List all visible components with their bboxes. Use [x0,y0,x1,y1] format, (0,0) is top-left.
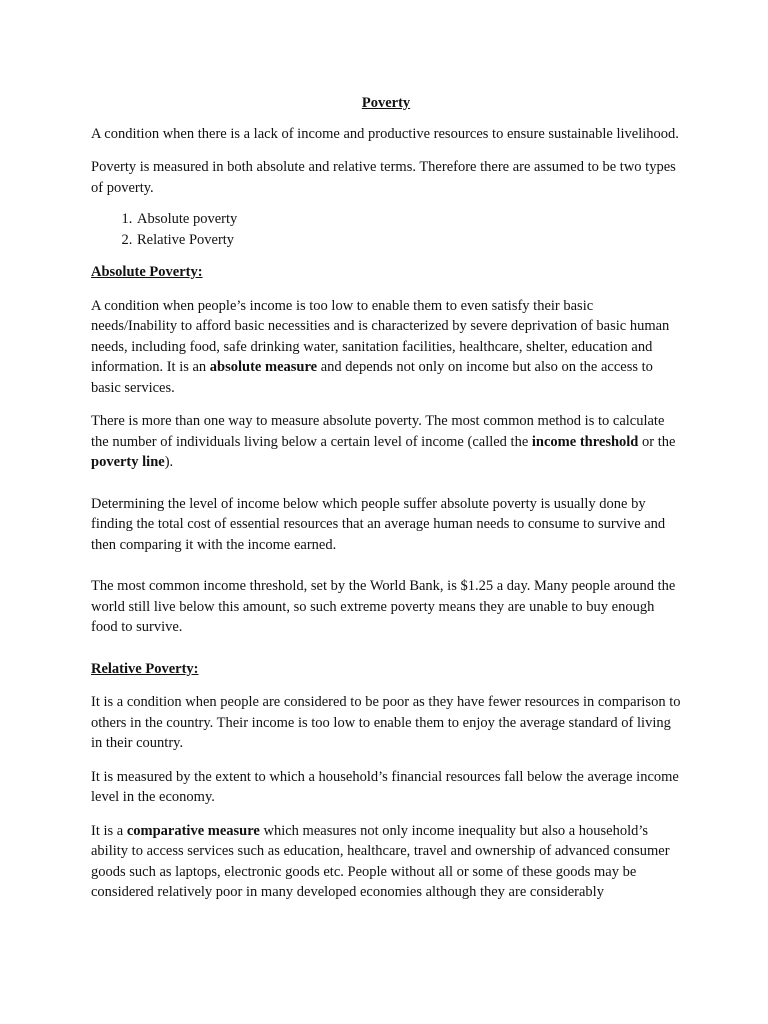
text-run: ). [164,454,174,470]
document-page [91,93,681,916]
bold-term: poverty line [91,454,165,470]
absolute-measure-paragraph [91,411,681,473]
absolute-threshold-paragraph: The most common income threshold, set by the World Bank, is $1.25 a day. Many people around the world still live below this amount, so such extreme poverty means they are unable to buy enough food to survive. [91,578,676,635]
relative-poverty-heading: Relative Poverty: [91,660,199,677]
text-run: and depends not only on income but also on the access to basic services. [91,359,653,396]
text-run: There is more than one way to measure absolute poverty. The most common method is to calculate the number of individuals living below a certain level of income (called the [91,413,665,450]
absolute-poverty-heading: Absolute Poverty: [91,264,203,280]
relative-measure-paragraph: It is measured by the extent to which a household’s financial resources fall below the average income level in the economy. [91,768,679,805]
relative-definition-paragraph: It is a condition when people are considered to be poor as they have fewer resources in comparison to others in the country. Their income is too low to enable them to enjoy the average standard of living in their country. [91,694,681,751]
absolute-determining-paragraph: Determining the level of income below which people suffer absolute poverty is usually done by finding the total cost of essential resources that an average human needs to consume to survive and then comparing it with the income earned. [91,495,666,553]
text-run: or the [638,433,676,450]
text-run: It is a [91,822,127,839]
list-item: 1. Absolute poverty [136,209,681,230]
bold-term: comparative measure [126,822,260,839]
bold-term: income threshold [531,433,639,450]
list-item: 2. Relative Poverty [136,230,681,251]
absolute-definition-paragraph [91,296,681,399]
poverty-types-list [91,209,681,250]
measurement-intro-paragraph: Poverty is measured in both absolute and relative terms. Therefore there are assumed to be two types of poverty. [91,159,676,196]
definition-paragraph: A condition when there is a lack of income and productive resources to ensure sustainable livelihood. [91,125,679,142]
bold-term: absolute measure [209,359,318,375]
text-run: A condition when people’s income is too low to enable them to even satisfy their basic needs/Inability to afford basic necessities and is characterized by severe deprivation of basic human needs, including food, safe drinking water, sanitation facilities, healthcare, shelter, education and information. It is an [91,297,670,375]
page-title: Poverty [361,95,411,111]
relative-comparative-paragraph [91,821,681,903]
text-run: which measures not only income inequality but also a household’s ability to access services such as education, healthcare, travel and ownership of advanced consumer goods such as laptops, electronic goods etc. People without all or some of these goods may be considered relatively poor in many developed economies although they are considerably [91,822,670,900]
